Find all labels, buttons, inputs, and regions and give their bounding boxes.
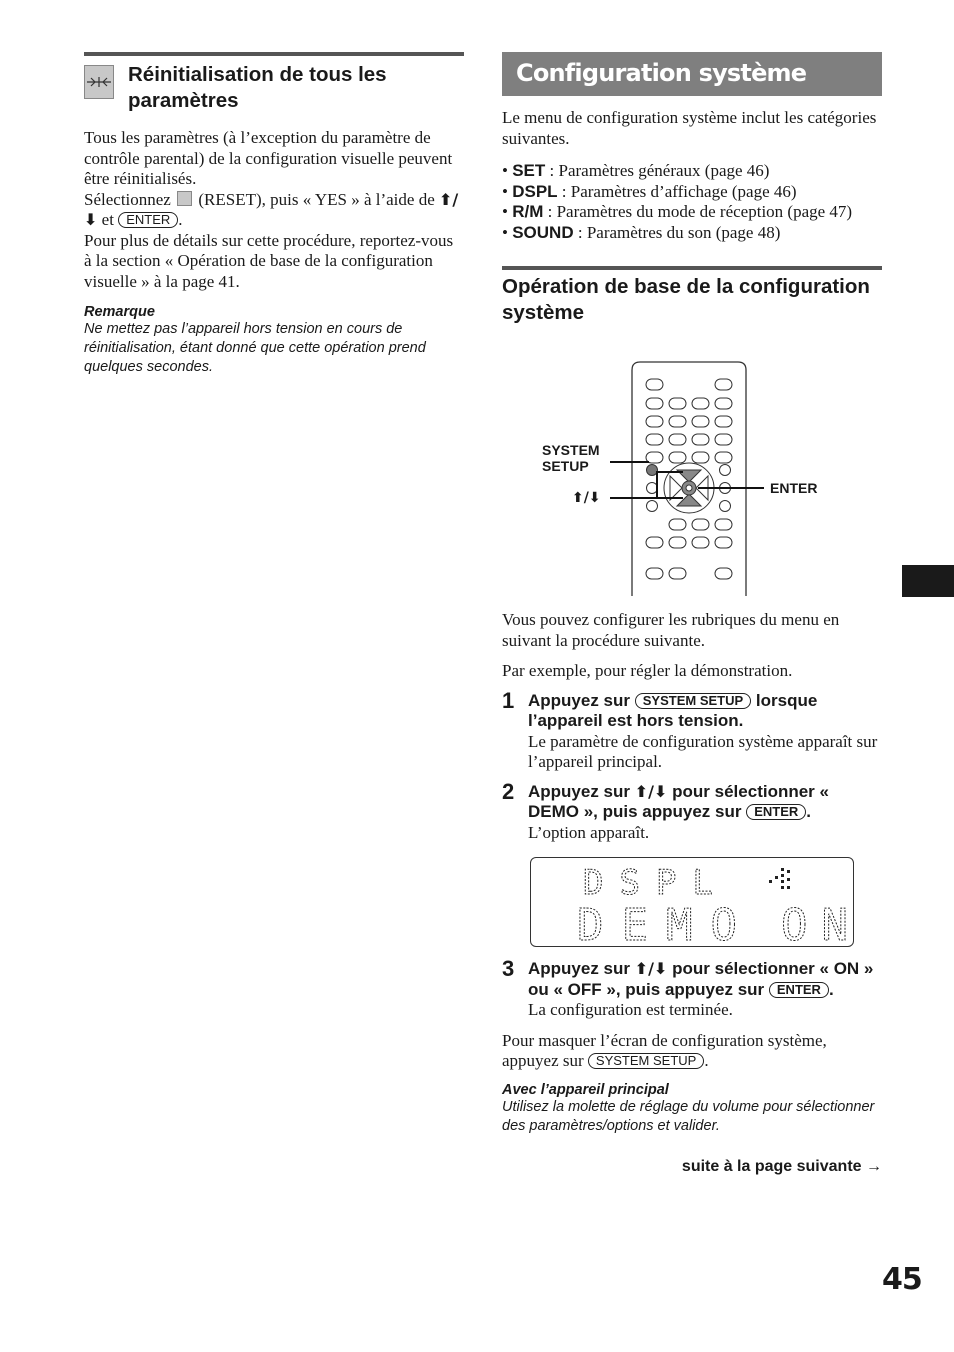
section-rule	[84, 52, 464, 56]
remark-text: Ne mettez pas l’appareil hors tension en cours de réinitialisation, étant donné que cette opération prend quelques secondes.	[84, 321, 426, 375]
lcd-line-2-right: ON	[781, 900, 862, 951]
remote-figure	[502, 348, 882, 596]
label-enter: ENTER	[770, 480, 818, 496]
step-3: 3 Appuyez sur ⬆/⬇ pour sélectionner « ON » ou « OFF », puis appuyez sur ENTER . La configuration est terminée.	[502, 956, 874, 1019]
remark-heading: Remarque	[84, 304, 155, 320]
section-header-reset	[84, 62, 464, 114]
system-setup-button-glyph: SYSTEM SETUP	[588, 1053, 704, 1069]
signal-icon	[769, 868, 790, 889]
lcd-line-2-left: DEMO	[577, 900, 755, 951]
lcd-display	[530, 857, 862, 951]
subsection-title: Opération de base de la configuration système	[502, 266, 882, 326]
up-down-arrow-icon: ⬆/⬇	[634, 781, 668, 801]
list-item: • SOUND : Paramètres du son (page 48)	[502, 222, 781, 242]
section-title-reset: Réinitialisation de tous les paramètres	[128, 63, 387, 112]
step-1: 1 Appuyez sur SYSTEM SETUP lorsque l’appareil est hors tension. Le paramètre de configuration système apparaît sur l’appareil principal.	[502, 687, 878, 771]
label-system-setup: SYSTEM SETUP	[542, 442, 600, 474]
step-2: 2 Appuyez sur ⬆/⬇ pour sélectionner « DEMO », puis appuyez sur ENTER . L’option apparaît.	[502, 778, 829, 842]
list-item: • R/M : Paramètres du mode de réception (page 47)	[502, 202, 853, 221]
reset-icon	[84, 65, 114, 99]
paragraph-procedure: Vous pouvez configurer les rubriques du menu en suivant la procédure suivante.	[502, 610, 840, 650]
enter-button-glyph: ENTER	[769, 982, 829, 998]
up-down-arrow-icon: ⬆/⬇	[634, 959, 668, 978]
side-tab-marker	[902, 565, 954, 597]
category-list	[502, 161, 882, 243]
continue-label: suite à la page suivante →	[681, 1157, 882, 1175]
reset-paragraph-1: Tous les paramètres (à l’exception du paramètre de contrôle parental) de la configuration visuelle peuvent être réinitialisés.	[84, 128, 453, 188]
paragraph-example: Par exemple, pour régler la démonstration.	[502, 661, 793, 680]
reset-body	[84, 128, 464, 292]
paragraph-hide-menu: Pour masquer l’écran de configuration système, appuyez sur SYSTEM SETUP .	[502, 1030, 827, 1070]
right-column	[502, 52, 882, 1176]
page-number: 45	[882, 1262, 922, 1297]
reset-small-icon	[177, 191, 192, 206]
reset-paragraph-3: Pour plus de détails sur cette procédure, reportez-vous à la section « Opération de base de la configuration visuelle » à la page 41.	[84, 230, 454, 291]
left-column	[84, 52, 464, 377]
list-item: • SET : Paramètres généraux (page 46)	[502, 161, 770, 180]
enter-button-glyph: ENTER	[118, 212, 178, 228]
up-down-arrow-icon: ⬆/⬇	[84, 189, 459, 229]
tip-text: Utilisez la molette de réglage du volume pour sélectionner des paramètres/options et valider.	[502, 1098, 875, 1134]
enter-button-glyph: ENTER	[746, 804, 806, 820]
list-item: • DSPL : Paramètres d’affichage (page 46)	[502, 181, 797, 201]
lcd-line-1: DSPL	[583, 863, 729, 903]
reset-paragraph-2: Sélectionnez (RESET), puis « YES » à l’aide de ⬆/⬇ et ENTER .	[84, 189, 459, 229]
up-down-arrow-icon: ⬆/⬇	[572, 490, 601, 506]
system-setup-button-glyph: SYSTEM SETUP	[635, 693, 751, 709]
tip-heading: Avec l’appareil principal	[502, 1081, 669, 1098]
intro-text: Le menu de configuration système inclut les catégories suivantes.	[502, 108, 877, 148]
section-banner: Configuration système	[502, 52, 882, 96]
